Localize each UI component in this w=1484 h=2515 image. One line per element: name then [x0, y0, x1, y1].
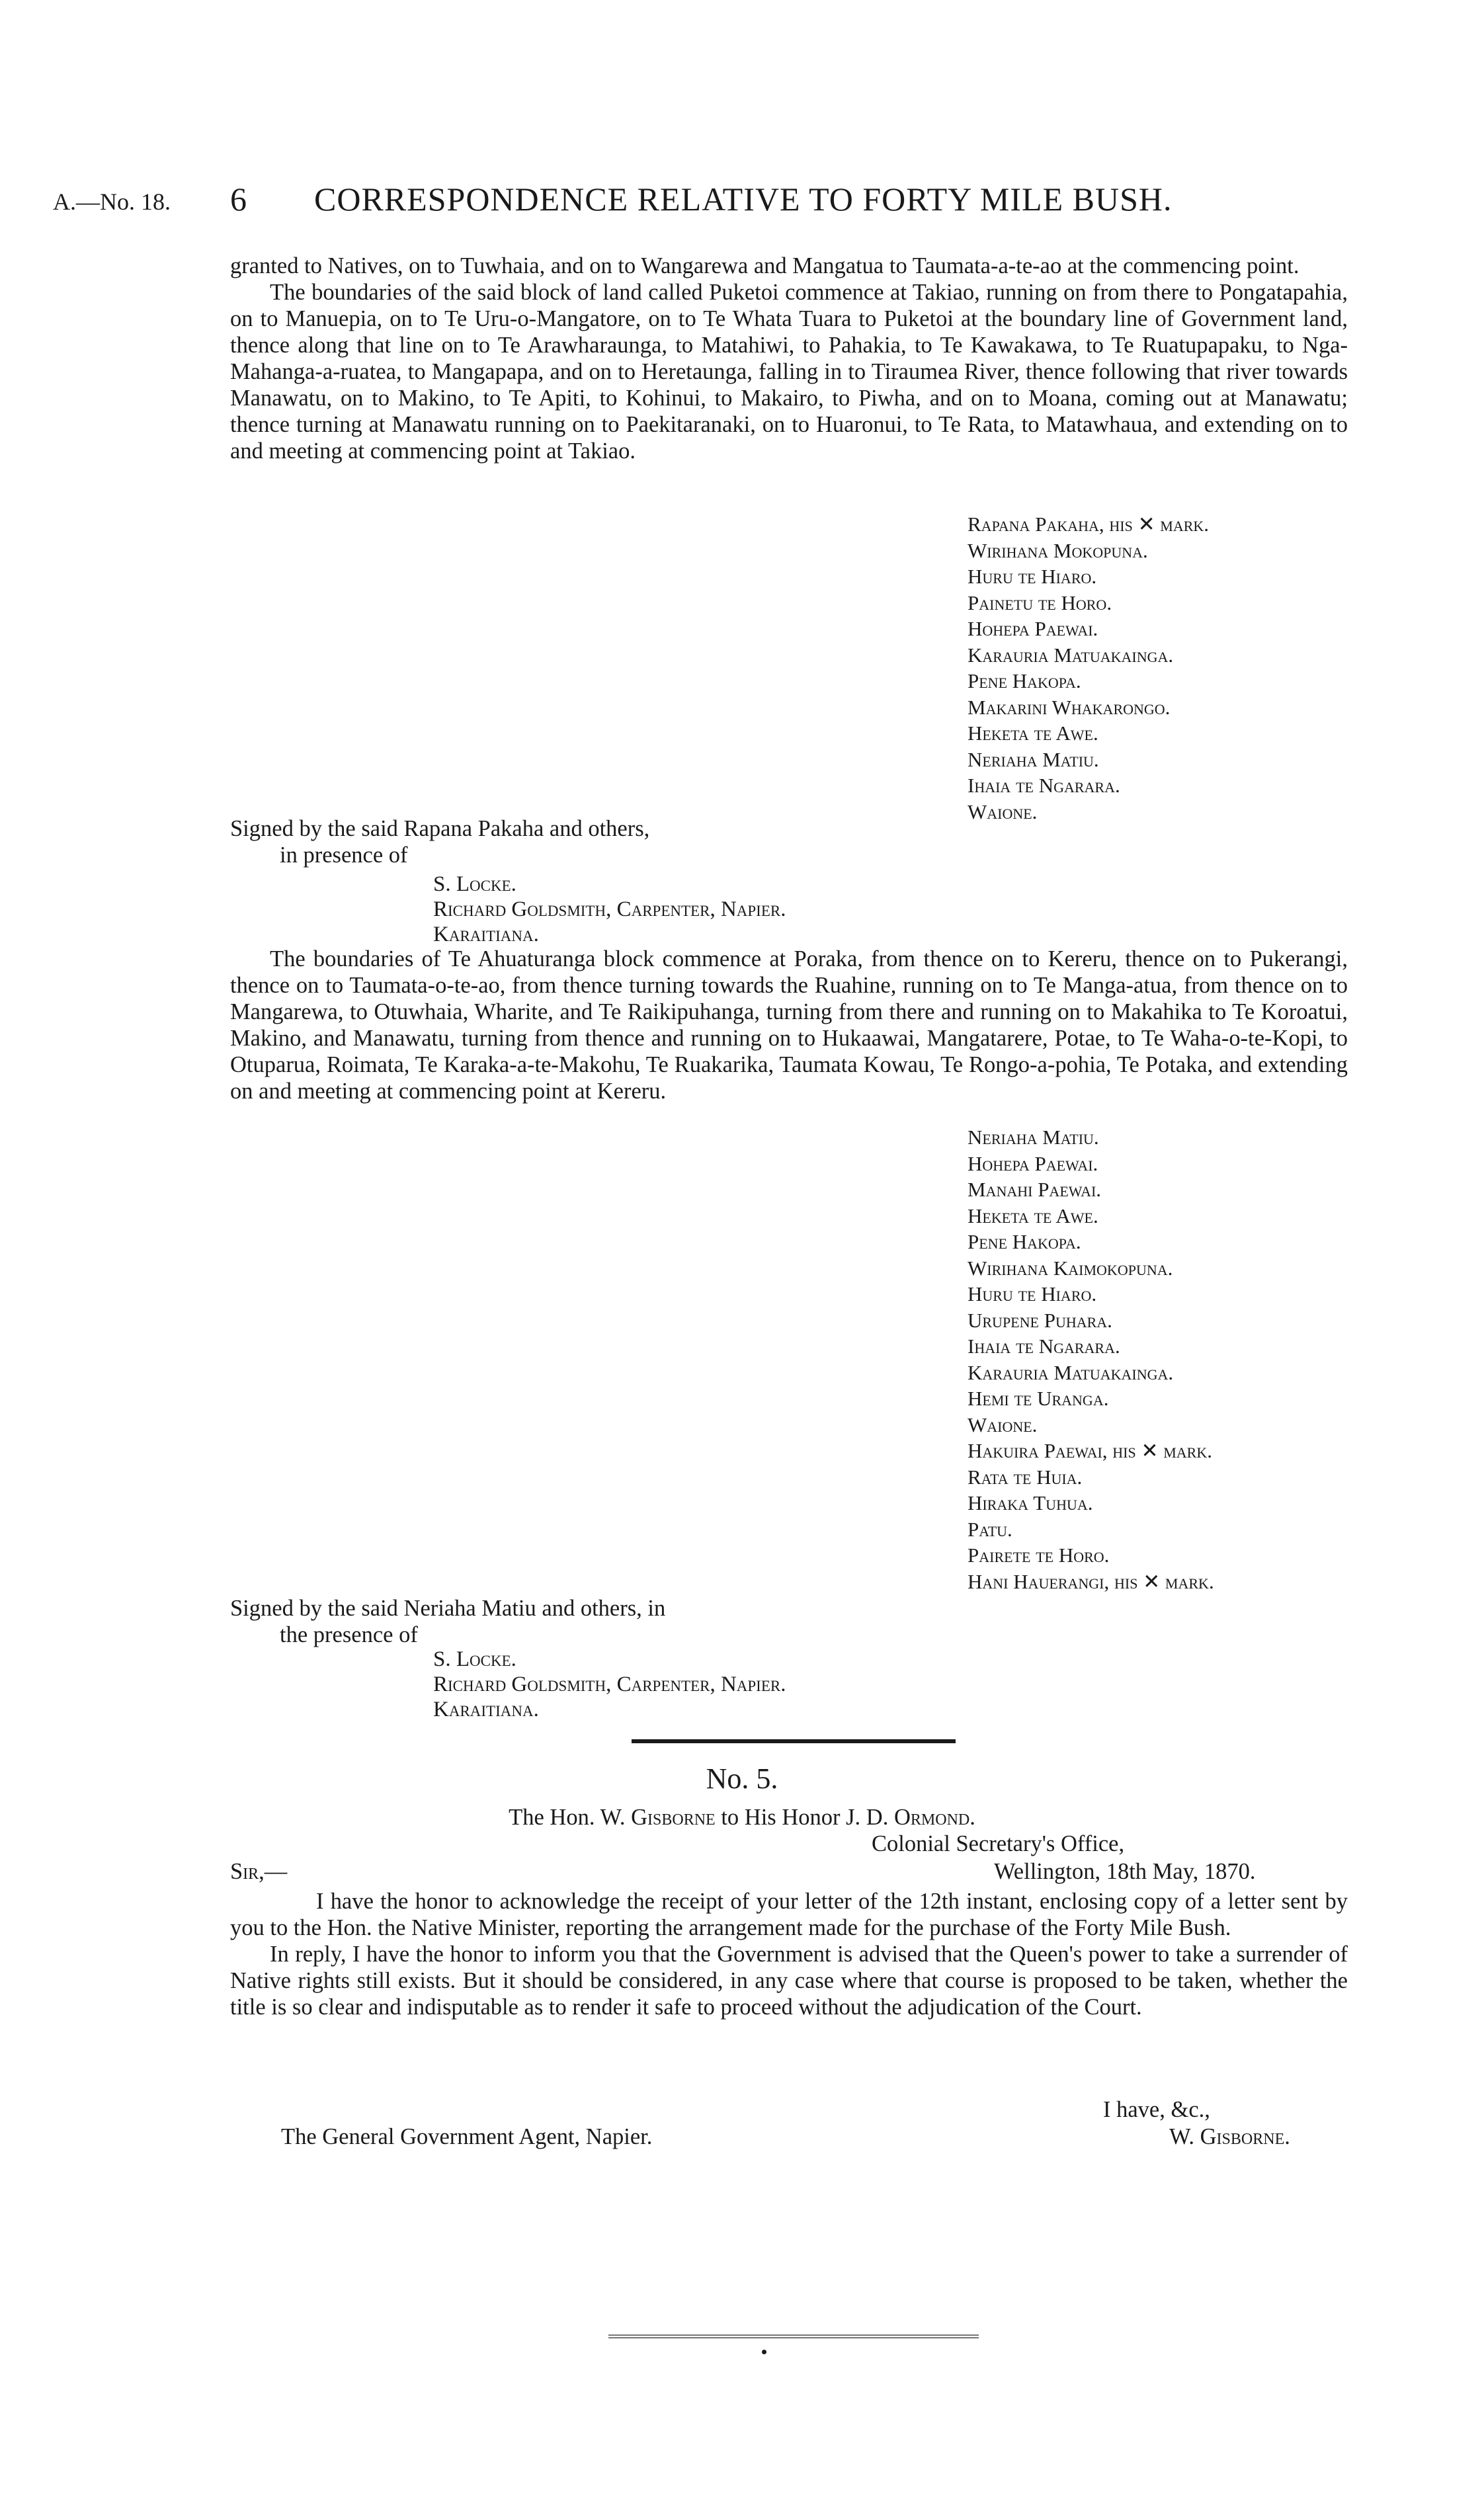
sender-office: Colonial Secretary's Office,	[872, 1831, 1125, 1856]
puketoi-attestation	[230, 815, 649, 868]
page-header	[53, 179, 1376, 225]
signatory: Waione.	[968, 800, 1038, 823]
puketoi-section	[230, 253, 1348, 464]
printer-mark	[762, 2350, 766, 2354]
signatory: Urupene Puhara.	[968, 1308, 1112, 1332]
end-rule	[608, 2334, 979, 2338]
attestation-line: in presence of	[280, 843, 408, 868]
letter-signature: W. Gisborne.	[1169, 2124, 1290, 2149]
signatory: Huru te Hiaro.	[968, 1282, 1097, 1305]
signatory: Manahi Paewai.	[968, 1178, 1102, 1201]
signatory: Hakuira Paewai, his ✕ mark.	[968, 1439, 1212, 1462]
place-date: Wellington, 18th May, 1870.	[994, 1859, 1256, 1884]
letter-number: No. 5.	[706, 1762, 778, 1795]
signatory: Ihaia te Ngarara.	[968, 1335, 1120, 1358]
ahuaturanga-signatories	[968, 1124, 1430, 1594]
sender-name: Gisborne	[631, 1805, 716, 1830]
ahuaturanga-witnesses	[433, 1647, 786, 1722]
signatory: Painetu te Horo.	[968, 591, 1112, 614]
signatory: Makarini Whakarongo.	[968, 695, 1171, 719]
signatory: Hemi te Uranga.	[968, 1387, 1109, 1410]
signatory: Wirihana Kaimokopuna.	[968, 1256, 1173, 1280]
section-divider	[632, 1739, 956, 1743]
witness: Karaitiana.	[433, 1698, 539, 1721]
signatory: Waione.	[968, 1413, 1038, 1436]
signatory: Hohepa Paewai.	[968, 617, 1098, 640]
attestation-line: Signed by the said Rapana Pakaha and others,	[230, 816, 650, 841]
attestation-line: Signed by the said Neriaha Matiu and others, in	[230, 1596, 666, 1621]
ahuaturanga-section	[230, 946, 1348, 1104]
puketoi-boundaries-paragraph: The boundaries of the said block of land called Puketoi commence at Takiao, running on from there to Pongatapahia, on to Manuepia, on to Te Uru-o-Mangatore, on to Te Whata Tuara to Puketoi at the boundary line of Government land, thence along that line on to Te Arawharaunga, to Matahiwi, to Pahakia, to Te Kawakawa, to Te Ruatupapaku, to Nga-Mahanga-a-ruatea, to Mangapapa, and on to Heretaunga, falling in to Tiraumea River, thence following that river towards Manawatu, on to Makino, to Te Apiti, to Kohinui, to Makairo, to Piwha, and on to Moana, coming out at Manawatu; thence turning at Manawatu running on to Paekitaranaki, on to Huaronui, to Te Rata, to Matawhaua, and extending on to and meeting at commencing point at Takiao.	[230, 280, 1348, 464]
running-title: CORRESPONDENCE RELATIVE TO FORTY MILE BUSH.	[314, 181, 1173, 218]
witness: Karaitiana.	[433, 923, 539, 946]
paper-reference: A.—No. 18.	[53, 188, 171, 215]
ahuaturanga-boundaries-paragraph: The boundaries of Te Ahuaturanga block commence at Poraka, from thence on to Kereru, thence on to Pukerangi, thence on to Taumata-o-te-ao, from thence turning towards the Ruahine, running on to Te Manga-atua, from thence on to Mangarewa, to Otuwhaia, Wharite, and Te Raikipuhanga, turning from there and running on to Makahika to Te Koroatui, Makino, and Manawatu, turning from thence and running on to Hukaawai, Mangatarere, Potae, to Te Waha-o-te-Kopi, to Otuparua, Roimata, Te Karaka-a-te-Makohu, Te Ruakarika, Taumata Kowau, Te Rongo-a-pohia, Te Potaka, and extending on and meeting at commencing point at Kereru.	[230, 946, 1348, 1104]
letter-paragraph: In reply, I have the honor to inform you that the Government is advised that the Queen's power to take a surrender of Native rights still exists. But it should be considered, in any case where that course is proposed to be taken, whether the title is so clear and indisputable as to render it safe to proceed without the adjudication of the Court.	[230, 1942, 1348, 2020]
signatory: Pairete te Horo.	[968, 1544, 1110, 1567]
signatory: Karauria Matuakainga.	[968, 643, 1174, 667]
signatory: Wirihana Mokopuna.	[968, 538, 1148, 562]
heading-text: The Hon. W.	[509, 1805, 632, 1830]
complimentary-close: I have, &c.,	[1103, 2097, 1210, 2122]
signatory: Ihaia te Ngarara.	[968, 774, 1120, 797]
puketoi-signatories	[968, 511, 1430, 825]
puketoi-witnesses	[433, 872, 786, 947]
signatory: Heketa te Awe.	[968, 1204, 1098, 1227]
witness: S. Locke.	[433, 872, 516, 896]
signatory: Hani Hauerangi, his ✕ mark.	[968, 1569, 1214, 1593]
page-number: 6	[230, 181, 247, 218]
signatory: Rapana Pakaha, his ✕ mark.	[968, 513, 1210, 536]
continuation-paragraph: granted to Natives, on to Tuwhaia, and on to Wangarewa and Mangatua to Taumata-a-te-ao at the commencing point.	[230, 253, 1299, 278]
signatory: Neriaha Matiu.	[968, 747, 1099, 771]
attestation-line: the presence of	[280, 1622, 418, 1647]
signatory: Karauria Matuakainga.	[968, 1360, 1174, 1384]
signatory: Heketa te Awe.	[968, 722, 1098, 745]
salutation: Sir,—	[230, 1859, 288, 1884]
signatory: Neriaha Matiu.	[968, 1126, 1099, 1149]
letter-paragraph: I have the honor to acknowledge the receipt of your letter of the 12th instant, enclosing copy of a letter sent by you to the Hon. the Native Minister, reporting the arrangement made for the purchase of the Forty Mile Bush.	[230, 1889, 1348, 1940]
witness: S. Locke.	[433, 1647, 516, 1671]
witness: Richard Goldsmith, Carpenter, Napier.	[433, 897, 786, 921]
signatory: Pene Hakopa.	[968, 1230, 1081, 1253]
signatory: Rata te Huia.	[968, 1465, 1083, 1489]
signatory: Pene Hakopa.	[968, 669, 1081, 692]
letter-heading	[0, 1805, 1484, 1831]
signatory: Patu.	[968, 1517, 1012, 1541]
signatory: Hiraka Tuhua.	[968, 1491, 1093, 1514]
signatory: Huru te Hiaro.	[968, 565, 1097, 588]
letter-body	[230, 1888, 1348, 2020]
ahuaturanga-attestation	[230, 1595, 665, 1648]
recipient-name: Ormond	[893, 1805, 970, 1830]
witness: Richard Goldsmith, Carpenter, Napier.	[433, 1672, 786, 1696]
heading-text: to His Honor J. D.	[715, 1805, 894, 1830]
heading-text: .	[969, 1805, 975, 1830]
signatory: Hohepa Paewai.	[968, 1151, 1098, 1175]
letter-addressee: The General Government Agent, Napier.	[281, 2124, 653, 2149]
